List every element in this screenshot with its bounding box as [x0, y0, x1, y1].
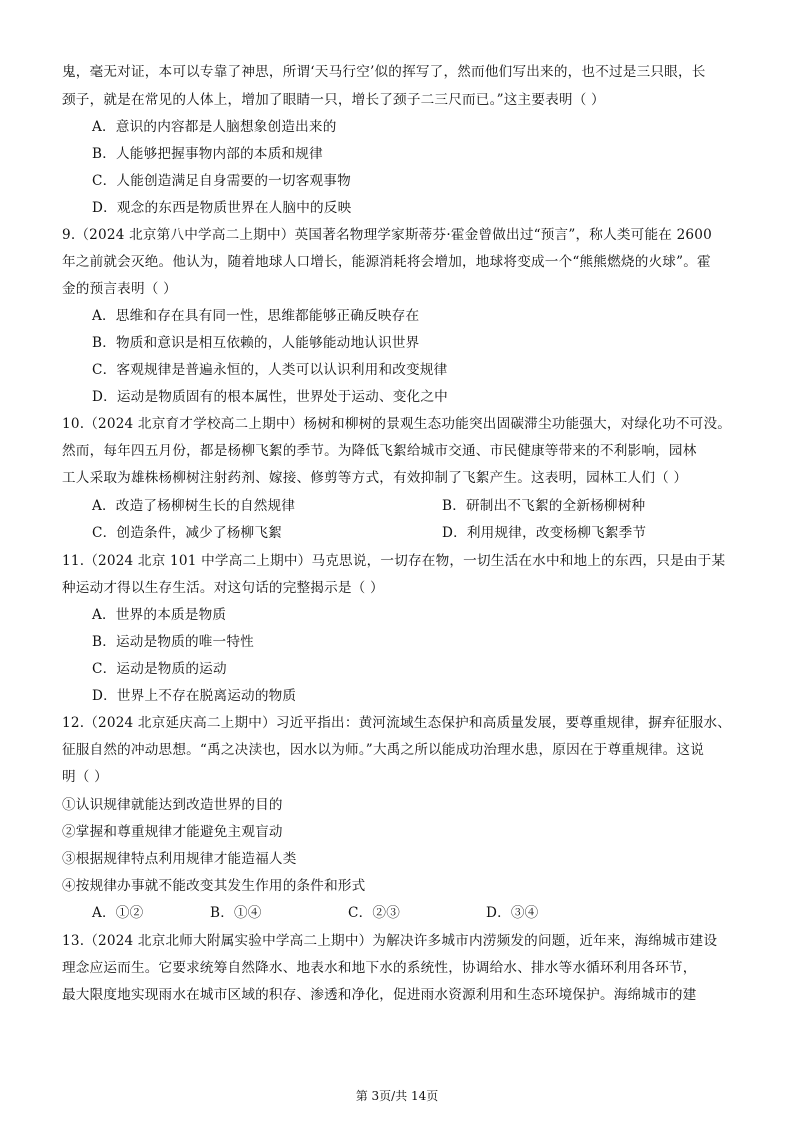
q9-option-d: D．运动是物质固有的根本属性，世界处于运动、变化之中	[92, 389, 448, 405]
q10-option-c: C．创造条件，减少了杨柳飞絮	[92, 525, 282, 541]
q9-option-a: A．思维和存在具有同一性，思维都能够正确反映存在	[92, 308, 420, 324]
q12-stem-line: 征服自然的冲动思想。“禹之决渎也，因水以为师。”大禹之所以能成功治理水患，原因在于尊重规律。这说	[62, 742, 705, 758]
q8-stem-line: 颈子，就是在常见的人体上，增加了眼睛一只，增长了颈子二三尺而已。”这主要表明（ ）	[62, 92, 605, 108]
q13-stem-line: 最大限度地实现雨水在城市区域的积存、渗透和净化，促进雨水资源利用和生态环境保护。海绵城市的建	[62, 987, 697, 1003]
q11-option-b: B．运动是物质的唯一特性	[92, 634, 254, 650]
q9-stem-line: 金的预言表明（ ）	[62, 281, 177, 297]
q12-option-a: A．①②	[92, 905, 144, 921]
q11-stem-line: 11.（2024 北京 101 中学高二上期中）马克思说，一切存在物，一切生活在水中和地上的东西，只是由于某	[62, 553, 726, 569]
q12-statement-3: ③根据规律特点利用规律才能造福人类	[62, 851, 297, 867]
q12-stem-line: 明（ ）	[62, 769, 108, 785]
q9-stem-line: 年之前就会灭绝。他认为，随着地球人口增长，能源消耗将会增加，地球将变成一个“熊熊燃烧的火球”。霍	[62, 254, 711, 270]
q13-stem-line: 理念应运而生。它要求统筹自然降水、地表水和地下水的系统性，协调给水、排水等水循环利用各环节，	[62, 960, 697, 976]
q9-stem-line: 9.（2024 北京第八中学高二上期中）英国著名物理学家斯蒂芬·霍金曾做出过“预言”，称人类可能在 2600	[62, 227, 712, 243]
q13-stem-line: 13.（2024 北京北师大附属实验中学高二上期中）为解决许多城市内涝频发的问题，近年来，海绵城市建设	[62, 933, 718, 949]
q12-option-c: C．②③	[348, 905, 400, 921]
q12-option-d: D．③④	[486, 905, 539, 921]
q11-stem-line: 种运动才得以生存生活。对这句话的完整揭示是（ ）	[62, 580, 384, 596]
q11-option-a: A．世界的本质是物质	[92, 607, 227, 623]
q10-options-row	[92, 523, 712, 543]
q8-option-c: C．人能创造满足自身需要的一切客观事物	[92, 173, 351, 189]
q10-stem-line: 然而，每年四五月份，都是杨柳飞絮的季节。为降低飞絮给城市交通、市民健康等带来的不利影响，园林	[62, 443, 697, 459]
q8-option-a: A．意识的内容都是人脑想象创造出来的	[92, 119, 337, 135]
q9-option-c: C．客观规律是普遍永恒的，人类可以认识利用和改变规律	[92, 362, 448, 378]
q12-statement-1: ①认识规律就能达到改造世界的目的	[62, 797, 283, 813]
q8-option-d: D．观念的东西是物质世界在人脑中的反映	[92, 200, 352, 216]
q8-stem-line: 鬼，毫无对证，本可以专靠了神思，所谓‘天马行空’似的挥写了，然而他们写出来的，也不过是三只眼，长	[62, 64, 706, 80]
q10-option-a: A．改造了杨柳树生长的自然规律	[92, 498, 296, 514]
q10-options-row	[92, 496, 712, 516]
q10-stem-line: 工人采取为雄株杨柳树注射药剂、嫁接、修剪等方式，有效抑制了飞絮产生。这表明，园林工人们（ ）	[62, 470, 688, 486]
page-number: 第 3页/共 14页	[355, 1089, 439, 1103]
q11-option-d: D．世界上不存在脱离运动的物质	[92, 688, 297, 704]
q8-option-b: B．人能够把握事物内部的本质和规律	[92, 146, 323, 162]
q12-option-b: B．①④	[210, 905, 262, 921]
q12-statement-2: ②掌握和尊重规律才能避免主观盲动	[62, 824, 283, 840]
q10-option-b: B．研制出不飞絮的全新杨柳树种	[442, 498, 646, 514]
q10-option-d: D．利用规律，改变杨柳飞絮季节	[442, 525, 647, 541]
q9-option-b: B．物质和意识是相互依赖的，人能够能动地认识世界	[92, 335, 420, 351]
q12-stem-line: 12.（2024 北京延庆高二上期中）习近平指出：黄河流域生态保护和高质量发展，要尊重规律，摒弃征服水、	[62, 715, 732, 731]
q12-statement-4: ④按规律办事就不能改变其发生作用的条件和形式	[62, 878, 366, 894]
q10-stem-line: 10.（2024 北京育才学校高二上期中）杨树和柳树的景观生态功能突出固碳滞尘功能强大，对绿化功不可没。	[62, 416, 732, 432]
q11-option-c: C．运动是物质的运动	[92, 661, 227, 677]
